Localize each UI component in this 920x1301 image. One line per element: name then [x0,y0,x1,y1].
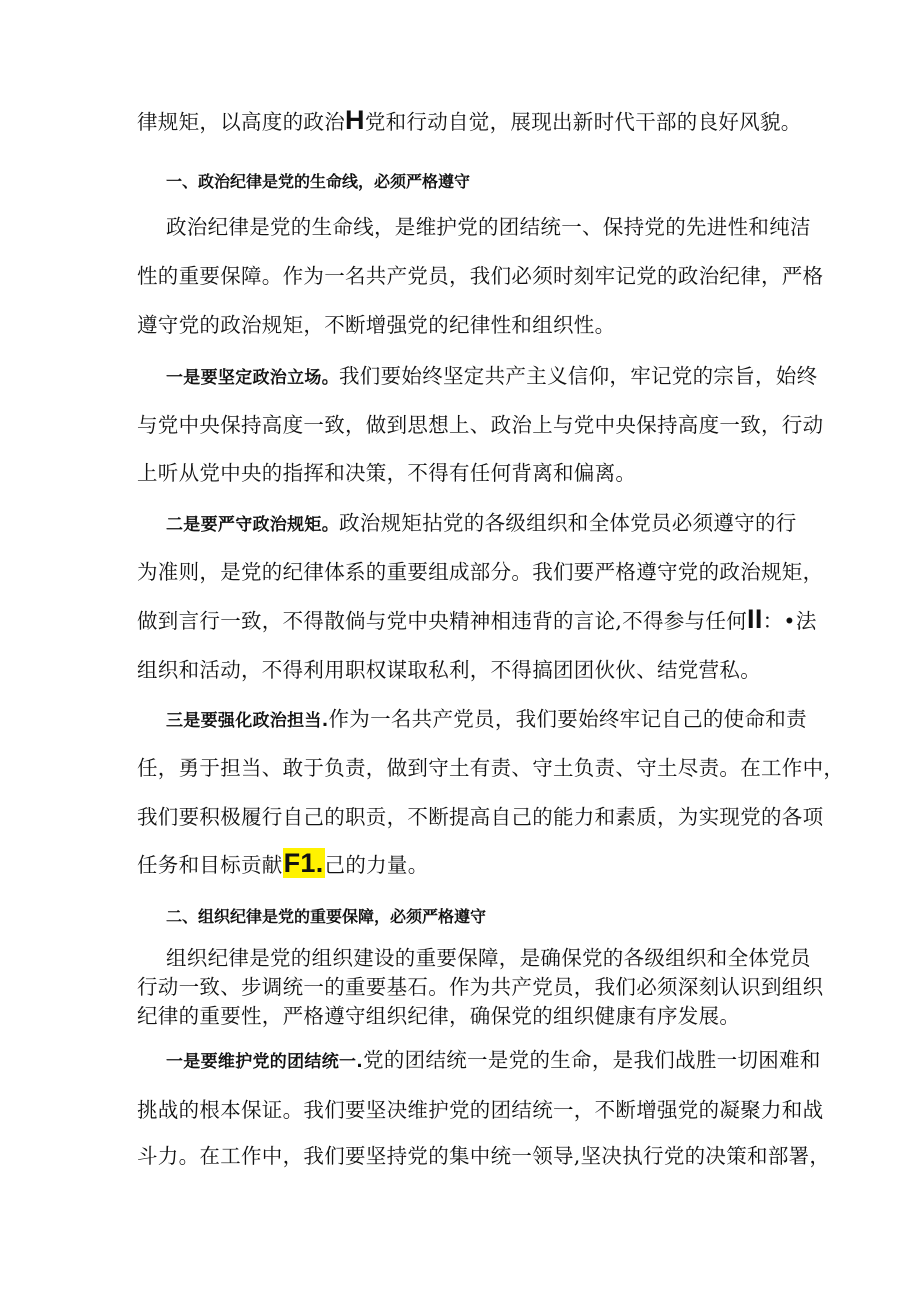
section-heading-2: 二、组织纪律是党的重要保障，必须严格遵守 [166,907,487,926]
text-run: 己的力量。 [324,853,429,877]
point-lead: 二是要严守政治规矩。 [166,515,339,535]
ocr-artifact: H [345,105,365,135]
paragraph-line [137,850,797,880]
paragraph-line: 纪律的重要性，严格遵守组织纪律，确保党的组织健康有序发展。 [137,1004,741,1028]
paragraph-line [137,604,817,636]
paragraph-line: 我们要积极履行自己的职贡，不断提高自己的能力和素质，为实现党的各项 [137,805,824,829]
paragraph-line: 组织纪律是党的组织建设的重要保障，是确保党的各级组织和全体党员 [166,946,811,970]
paragraph-line [137,105,802,137]
text-run: 党和行动自觉，展现出新时代干部的良好风貌。 [364,110,802,134]
point-lead: 三是要强化政治担当. [166,711,329,731]
text-run: 任务和目标贡献 [137,853,283,877]
paragraph-line: 斗力。在工作中，我们要坚持党的集中统一领导,坚决执行党的决策和部署， [137,1144,831,1168]
text-run: 政治规矩拈党的各级组织和全体党员必须遵守的行 [339,511,797,535]
paragraph-line: 组织和活动，不得利用职权谋取私利，不得搞团团伙伙、结党营私。 [137,658,761,682]
paragraph-line: 为准则，是党的纪律体系的重要组成部分。我们要严格遵守党的政治规矩， [137,560,824,584]
paragraph-line [166,508,796,540]
point-lead: 一是要坚定政治立场。 [166,368,339,388]
paragraph-line: 挑战的根本保证。我们要坚决维护党的团结统一，不断增强党的凝聚力和战 [137,1098,824,1122]
paragraph-line [166,704,807,736]
paragraph-line: 遵守党的政治规矩，不断增强党的纪律性和组织性。 [137,313,616,337]
text-run: 我们要始终坚定共产主义信仰，牢记党的宗旨，始终 [339,364,818,388]
paragraph-line: 行动一致、步调统一的重要基石。作为共产党员，我们必须深刻认识到组织 [137,975,824,999]
paragraph-line: 性的重要保障。作为一名共产党员，我们必须时刻牢记党的政治纪律，严格 [137,264,824,288]
section-heading-1: 一、政治纪律是党的生命线，必须严格遵守 [166,172,471,191]
paragraph-line: 上听从党中央的指挥和决策，不得有任何背离和偏离。 [137,461,637,485]
highlighted-artifact: F1. [283,848,324,878]
text-run: 党的团结统一是党的生命，是我们战胜一切困难和 [363,1048,821,1072]
point-lead: 一是要维护党的团结统一. [166,1052,364,1072]
paragraph-line [166,1045,821,1077]
ocr-artifact: II [747,604,763,634]
paragraph-line: 任，勇于担当、敢于负责，做到守土有责、守土负责、守土尽责。在工作中， [137,756,845,780]
text-run: 律规矩，以高度的政治 [137,110,345,134]
text-run: 作为一名共产党员，我们要始终牢记自己的使命和责 [328,707,807,731]
paragraph-line [166,361,818,393]
text-run: 做到言行一致，不得散倘与党中央精神相违背的言论,不得参与任何 [137,609,748,633]
text-run: ：•法 [762,609,817,633]
paragraph-line: 政治纪律是党的生命线，是维护党的团结统一、保持党的先进性和纯洁 [166,215,811,239]
paragraph-line: 与党中央保持高度一致，做到思想上、政治上与党中央保持高度一致，行动 [137,413,824,437]
